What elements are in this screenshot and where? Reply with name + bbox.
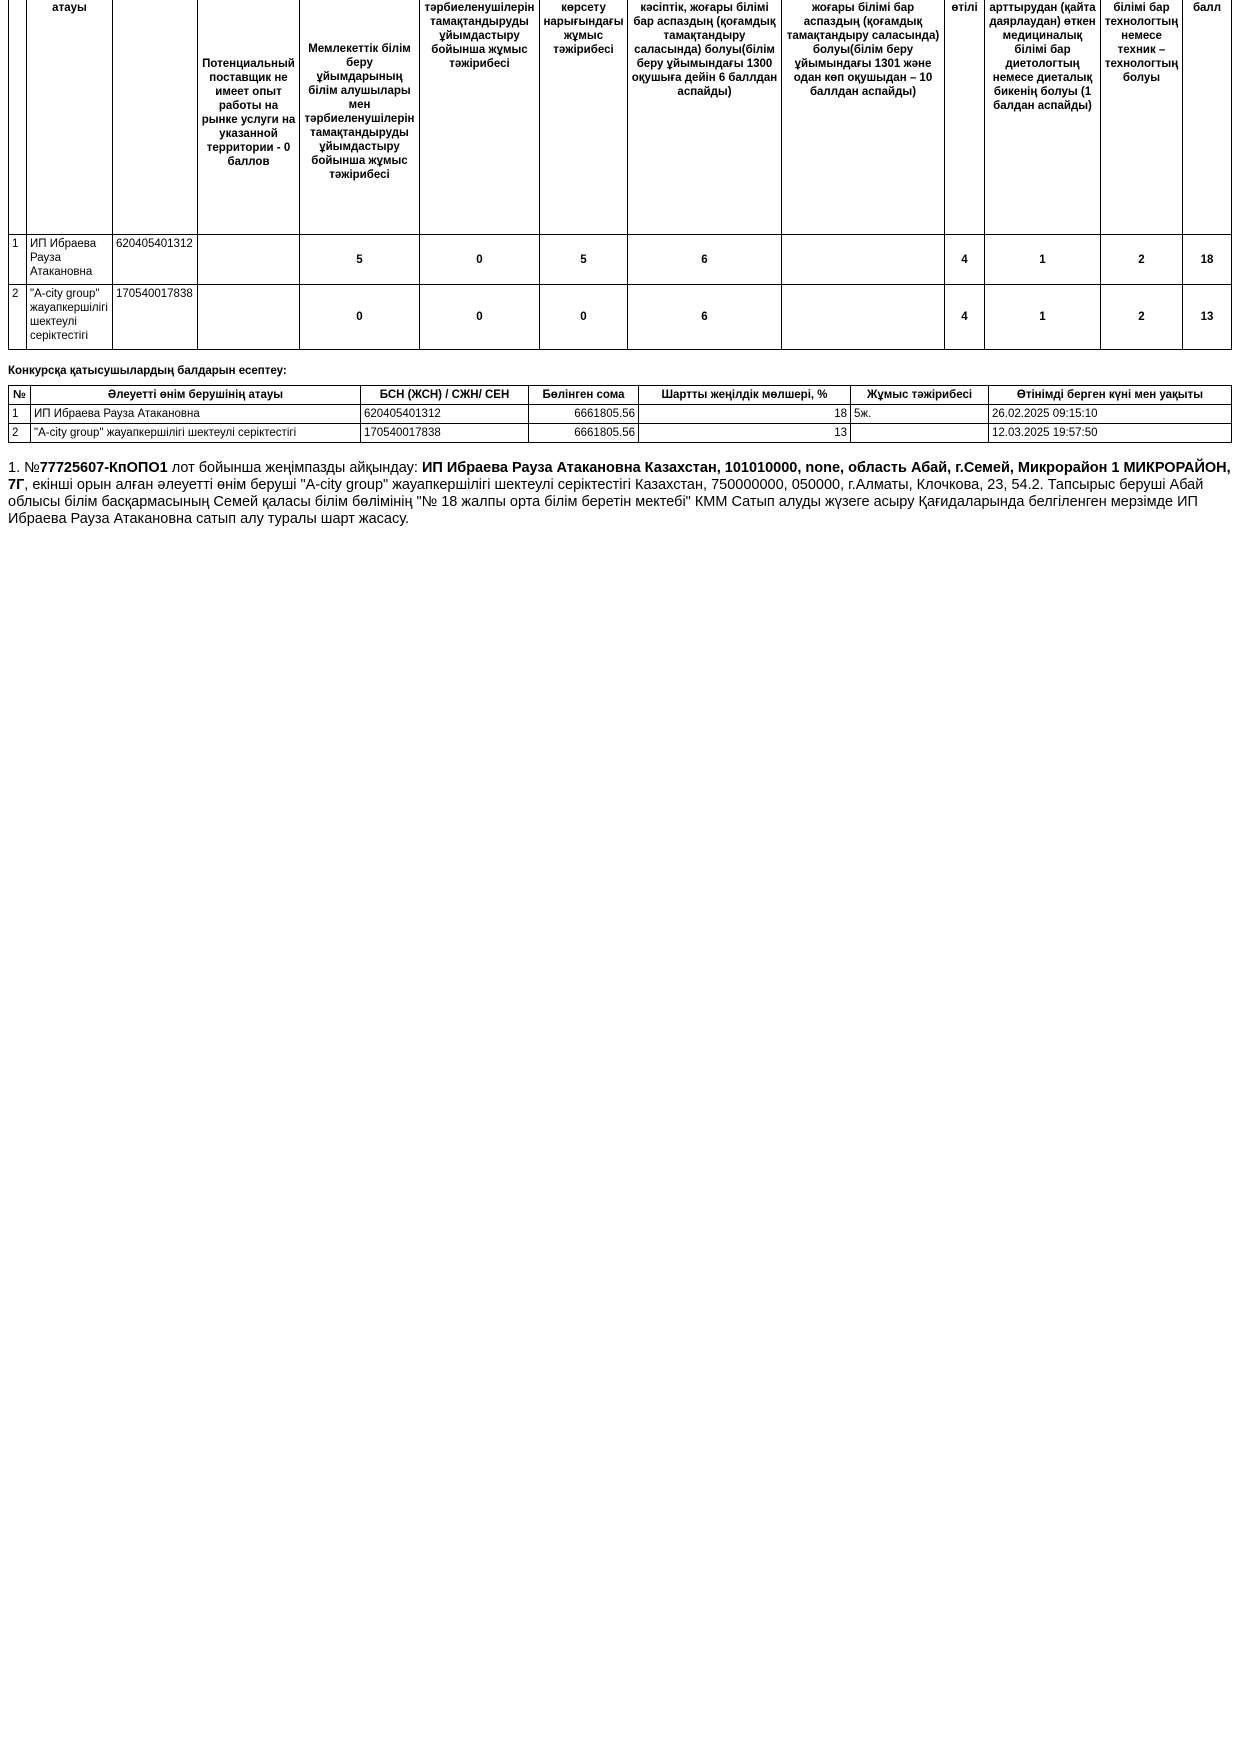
col-technologist-header: білімі бар технологтың немесе техник – технологтың болуы	[1101, 0, 1183, 235]
col-catering-experience-header: тәрбиеленушілерін тамақтандыруды ұйымдастыру бойынша жұмыс тәжірибесі	[420, 0, 540, 235]
row-state-experience: 0	[300, 285, 420, 350]
row-bin: 620405401312	[113, 235, 198, 285]
calc-row-bin: 170540017838	[361, 424, 529, 443]
row-bin: 170540017838	[113, 285, 198, 350]
calc-row-discount: 18	[639, 405, 851, 424]
row-dietitian: 1	[985, 235, 1101, 285]
row-state-experience: 5	[300, 235, 420, 285]
row-chef-1301	[782, 235, 945, 285]
calc-row-no: 1	[9, 405, 31, 424]
decision-text-2: , екінші орын алған әлеуетті өнім беруші "A-city group" жауапкершілігі шектеулі серіктестігі Казахстан, 750000000, 050000, г.Алматы, Клочкова, 23, 54.2. Тапсырыс беруші Абай облысы білім басқармасының Семей қаласы білім бөлімінің "№ 18 жалпы орта білім беретін мектебі" КММ Сатып алуды жүзеге асыру Қағидаларында белгіленген мерзімде ИП Ибраева Рауза Атакановна сатып алу туралы шарт жасасу.	[8, 477, 1204, 527]
calc-row-discount: 13	[639, 424, 851, 443]
calc-col-name-header: Әлеуетті өнім берушінің атауы	[31, 386, 361, 405]
row-market-experience: 0	[540, 285, 628, 350]
col-chef-1300-header: кәсіптік, жоғары білімі бар аспаздың (қоғамдық тамақтандыру саласында) болуы(білім беру ұйымындағы 1300 оқушыға дейін 6 баллдан аспайды)	[628, 0, 782, 235]
row-chef-1300: 6	[628, 285, 782, 350]
row-market-experience: 5	[540, 235, 628, 285]
table-row	[9, 285, 1232, 350]
row-no-experience	[198, 285, 300, 350]
col-no-header	[9, 0, 27, 235]
col-no-experience-header: Потенциальный поставщик не имеет опыт работы на рынке услуги на указанной территории - 0 баллов	[198, 0, 300, 235]
col-dietitian-header: арттырудан (қайта даярлаудан) өткен медициналық білімі бар диетологтың немесе диеталық бикенің болуы (1 балдан аспайды)	[985, 0, 1101, 235]
row-total: 18	[1183, 235, 1232, 285]
lot-number: 77725607-КпОПО1	[39, 460, 168, 476]
row-name: ИП Ибраева Рауза Атакановна	[27, 235, 113, 285]
decision-text-1: лот бойынша жеңімпазды айқындау:	[167, 460, 422, 476]
calc-row-submitted: 12.03.2025 19:57:50	[989, 424, 1232, 443]
calc-col-amount-header: Бөлінген сома	[529, 386, 639, 405]
calc-row-no: 2	[9, 424, 31, 443]
row-language: 4	[945, 235, 985, 285]
calc-section-title: Конкурсқа қатысушылардың балдарын есептеу:	[8, 365, 287, 377]
calc-row-name: ИП Ибраева Рауза Атакановна	[31, 405, 361, 424]
col-bin-header	[113, 0, 198, 235]
row-catering-experience: 0	[420, 235, 540, 285]
col-language-header: өтілі	[945, 0, 985, 235]
row-no: 2	[9, 285, 27, 350]
row-chef-1301	[782, 285, 945, 350]
row-name: "A-city group" жауапкершілігі шектеулі серіктестігі	[27, 285, 113, 350]
table-row	[9, 424, 1232, 443]
col-market-experience-header: көрсету нарығындағы жұмыс тәжірибесі	[540, 0, 628, 235]
winner-details: ИП Ибраева Рауза Атакановна Казахстан, 101010000, none, область Абай, г.Семей, Микрорайон 1 МИКРОРАЙОН, 7Г	[8, 460, 1231, 493]
table-row	[9, 405, 1232, 424]
row-dietitian: 1	[985, 285, 1101, 350]
calc-col-bin-header: БСН (ЖСН) / СЖН/ СЕН	[361, 386, 529, 405]
decision-prefix: 1. №	[8, 460, 40, 476]
calc-col-submitted-header: Өтінімді берген күні мен уақыты	[989, 386, 1232, 405]
calc-row-bin: 620405401312	[361, 405, 529, 424]
scores-table	[8, 0, 1232, 350]
row-catering-experience: 0	[420, 285, 540, 350]
row-chef-1300: 6	[628, 235, 782, 285]
calc-row-experience	[851, 424, 989, 443]
row-no: 1	[9, 235, 27, 285]
row-technologist: 2	[1101, 235, 1183, 285]
row-technologist: 2	[1101, 285, 1183, 350]
row-language: 4	[945, 285, 985, 350]
calc-col-experience-header: Жұмыс тәжірибесі	[851, 386, 989, 405]
col-chef-1301-header: жоғары білімі бар аспаздың (қоғамдық тамақтандыру саласында) болуы(білім беру ұйымындағы 1301 және одан көп оқушыдан – 10 баллдан аспайды)	[782, 0, 945, 235]
calc-row-name: "A-city group" жауапкершілігі шектеулі серіктестігі	[31, 424, 361, 443]
table-row	[9, 235, 1232, 285]
row-total: 13	[1183, 285, 1232, 350]
row-no-experience	[198, 235, 300, 285]
calc-row-amount: 6661805.56	[529, 405, 639, 424]
calc-row-submitted: 26.02.2025 09:15:10	[989, 405, 1232, 424]
calc-row-experience: 5ж.	[851, 405, 989, 424]
calc-table	[8, 385, 1232, 443]
calc-row-amount: 6661805.56	[529, 424, 639, 443]
calc-col-no-header: №	[9, 386, 31, 405]
calc-col-discount-header: Шартты жеңілдік мөлшері, %	[639, 386, 851, 405]
col-state-experience-header: Мемлекеттік білім беру ұйымдарының білім алушылары мен тәрбиеленушілерін тамақтандыруды ұйымдастыру бойынша жұмыс тәжірибесі	[300, 0, 420, 235]
col-name-header: атауы	[27, 0, 113, 235]
col-total-header: балл	[1183, 0, 1232, 235]
decision-paragraph	[8, 460, 1233, 528]
